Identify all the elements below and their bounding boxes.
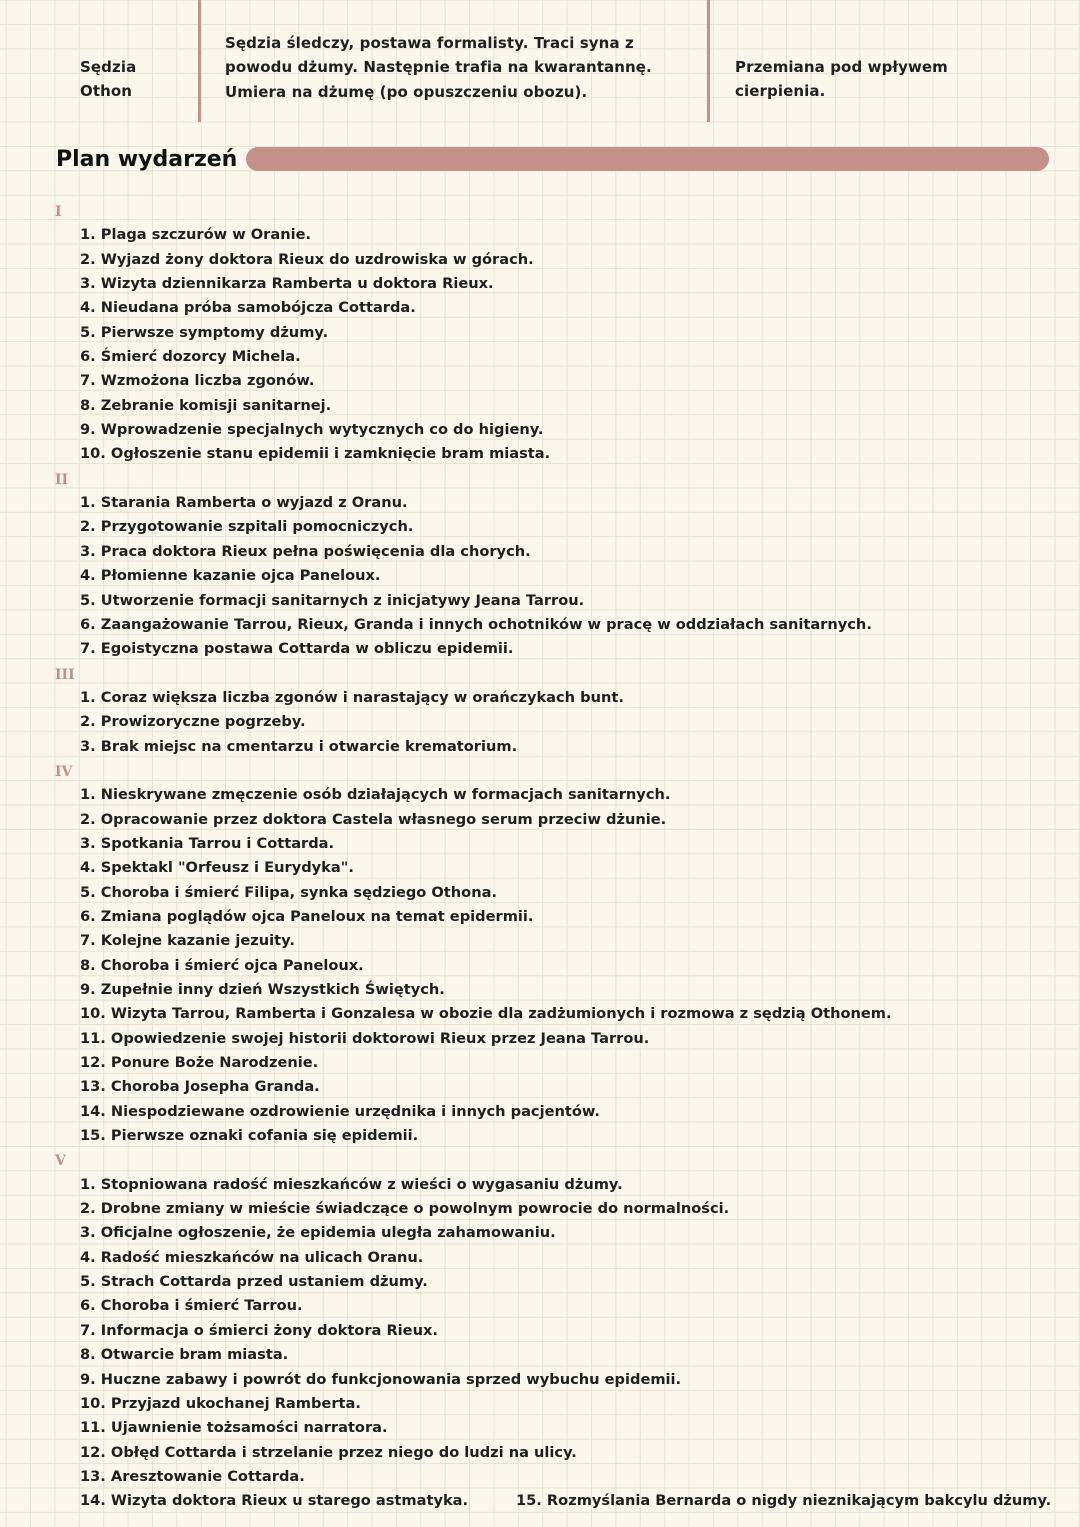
list-item-text: 1. Nieskrywane zmęczenie osób działających w formacjach sanitarnych. — [80, 786, 671, 804]
list-item — [0, 686, 1080, 710]
character-table-row — [0, 0, 1080, 122]
list-item — [0, 223, 1080, 247]
section-numeral: II — [55, 471, 69, 488]
list-item — [0, 808, 1080, 832]
list-item-text: 1. Plaga szczurów w Oranie. — [80, 226, 312, 244]
list-item-text: 8. Choroba i śmierć ojca Paneloux. — [80, 956, 364, 974]
list-item-text: 7. Egoistyczna postawa Cottarda w obliczu epidemii. — [80, 640, 514, 658]
list-item-text: 2. Wyjazd żony doktora Rieux do uzdrowiska w górach. — [80, 250, 534, 268]
list-item-text: 1. Starania Ramberta o wyjazd z Oranu. — [80, 494, 408, 512]
list-item-text: 4. Nieudana próba samobójcza Cottarda. — [80, 299, 416, 317]
list-item-text: 7. Wzmożona liczba zgonów. — [80, 372, 315, 390]
list-item — [0, 1489, 1080, 1513]
event-plan-list — [0, 199, 1080, 1514]
list-item-text: 9. Zupełnie inny dzień Wszystkich Świętych. — [80, 981, 445, 998]
list-item-text: 8. Otwarcie bram miasta. — [80, 1346, 289, 1364]
list-item-text: 9. Huczne zabawy i powrót do funkcjonowania sprzed wybuchu epidemii. — [80, 1370, 682, 1388]
plan-header — [56, 143, 1049, 177]
list-item-text: 7. Kolejne kazanie jezuity. — [80, 932, 295, 950]
list-item — [0, 1173, 1080, 1197]
list-item — [0, 1051, 1080, 1075]
list-item — [0, 1075, 1080, 1099]
list-item — [0, 540, 1080, 564]
list-item-text: 10. Przyjazd ukochanej Ramberta. — [80, 1394, 361, 1412]
list-item — [0, 1294, 1080, 1318]
list-item — [0, 1368, 1080, 1392]
list-item-text: 15. Pierwsze oznaki cofania się epidemii. — [80, 1127, 419, 1145]
decorative-title-bar — [246, 147, 1049, 171]
list-item — [0, 978, 1080, 1002]
list-item-text: 5. Choroba i śmierć Filipa, synka sędziego Othona. — [80, 883, 497, 901]
list-item — [0, 418, 1080, 442]
list-item — [0, 832, 1080, 856]
section-numeral-row — [0, 1148, 1080, 1172]
list-item-text: 10. Wizyta Tarrou, Ramberta i Gonzalesa w obozie dla zadżumionych i rozmowa z sędzią Othonem. — [80, 1005, 892, 1023]
list-item — [0, 345, 1080, 369]
table-divider — [707, 0, 710, 122]
list-item — [0, 783, 1080, 807]
list-item — [0, 1441, 1080, 1465]
list-item — [0, 1343, 1080, 1367]
list-item-text: 6. Zmiana poglądów ojca Paneloux na temat epidermii. — [80, 907, 534, 925]
list-item — [0, 515, 1080, 539]
list-item-text: 4. Radość mieszkańców na ulicach Oranu. — [80, 1248, 424, 1266]
list-item — [0, 856, 1080, 880]
list-item-text: 8. Zebranie komisji sanitarnej. — [80, 396, 332, 414]
list-item-text: 5. Strach Cottarda przed ustaniem dżumy. — [80, 1273, 428, 1291]
list-item — [0, 1465, 1080, 1489]
section-numeral-row — [0, 759, 1080, 783]
list-item-text: 3. Wizyta dziennikarza Ramberta u doktora Rieux. — [80, 275, 494, 293]
list-item — [0, 369, 1080, 393]
list-item — [0, 905, 1080, 929]
list-item-text: 2. Opracowanie przez doktora Castela własnego serum przeciw dżunie. — [80, 810, 667, 828]
list-item — [0, 248, 1080, 272]
list-item-text: 7. Informacja o śmierci żony doktora Rieux. — [80, 1321, 438, 1339]
list-item-text-right: 15. Rozmyślania Bernarda o nigdy nieznikającym bakcylu dżumy. — [516, 1492, 1052, 1510]
list-item-text: 5. Utworzenie formacji sanitarnych z inicjatywy Jeana Tarrou. — [80, 591, 585, 609]
list-item-text: 3. Oficjalne ogłoszenie, że epidemia uległa zahamowaniu. — [80, 1224, 556, 1242]
list-item — [0, 491, 1080, 515]
list-item — [0, 1319, 1080, 1343]
list-item-text: 11. Ujawnienie tożsamości narratora. — [80, 1419, 388, 1437]
list-item — [0, 613, 1080, 637]
list-item — [0, 589, 1080, 613]
list-item-text: 3. Spotkania Tarrou i Cottarda. — [80, 834, 335, 852]
section-numeral: V — [55, 1153, 66, 1170]
plan-title: Plan wydarzeń — [56, 147, 238, 172]
list-item-text: 3. Brak miejsc na cmentarzu i otwarcie krematorium. — [80, 737, 518, 755]
section-numeral: III — [55, 666, 75, 683]
list-item — [0, 1416, 1080, 1440]
list-item-text: 10. Ogłoszenie stanu epidemii i zamknięcie bram miasta. — [80, 445, 551, 463]
list-item-text: 6. Śmierć dozorcy Michela. — [80, 348, 301, 366]
list-item — [0, 735, 1080, 759]
list-item — [0, 394, 1080, 418]
table-divider — [198, 0, 201, 122]
section-numeral-row — [0, 467, 1080, 491]
list-item — [0, 1197, 1080, 1221]
list-item-text: 6. Choroba i śmierć Tarrou. — [80, 1297, 303, 1315]
list-item — [0, 710, 1080, 734]
list-item — [0, 1246, 1080, 1270]
list-item-text: 13. Choroba Josepha Granda. — [80, 1078, 320, 1096]
list-item-text: 3. Praca doktora Rieux pełna poświęcenia dla chorych. — [80, 542, 531, 560]
list-item — [0, 1221, 1080, 1245]
list-item-text: 1. Stopniowana radość mieszkańców z wieści o wygasaniu dżumy. — [80, 1175, 623, 1193]
list-item — [0, 637, 1080, 661]
list-item-text: 14. Wizyta doktora Rieux u starego astmatyka. — [80, 1492, 469, 1510]
list-item-text: 2. Prowizoryczne pogrzeby. — [80, 713, 306, 731]
character-change: Przemiana pod wpływem cierpienia. — [735, 58, 948, 101]
list-item — [0, 1002, 1080, 1026]
list-item — [0, 1392, 1080, 1416]
list-item — [0, 954, 1080, 978]
list-item — [0, 1100, 1080, 1124]
list-item-text: 11. Opowiedzenie swojej historii doktorowi Rieux przez Jeana Tarrou. — [80, 1029, 650, 1047]
character-description: Sędzia śledczy, postawa formalisty. Traci syna z powodu dżumy. Następnie trafia na kwarantannę. Umiera na dżumę (po opuszczeniu obozu). — [225, 34, 652, 101]
list-item-text: 4. Spektakl "Orfeusz i Eurydyka". — [80, 859, 354, 877]
list-item-text: 5. Pierwsze symptomy dżumy. — [80, 323, 329, 341]
list-item-text: 12. Obłęd Cottarda i strzelanie przez niego do ludzi na ulicy. — [80, 1443, 577, 1461]
list-item-text: 12. Ponure Boże Narodzenie. — [80, 1054, 319, 1072]
list-item — [0, 272, 1080, 296]
list-item — [0, 1027, 1080, 1051]
list-item-text: 1. Coraz większa liczba zgonów i narastający w orańczykach bunt. — [80, 688, 624, 706]
list-item — [0, 296, 1080, 320]
list-item — [0, 929, 1080, 953]
list-item-text: 2. Drobne zmiany w mieście świadczące o powolnym powrocie do normalności. — [80, 1200, 730, 1218]
section-numeral: I — [55, 204, 62, 220]
list-item — [0, 1270, 1080, 1294]
section-numeral-row — [0, 662, 1080, 686]
list-item — [0, 564, 1080, 588]
list-item — [0, 881, 1080, 905]
character-name: Sędzia Othon — [80, 58, 137, 101]
list-item-text: 9. Wprowadzenie specjalnych wytycznych co do higieny. — [80, 421, 544, 439]
list-item-text: 14. Niespodziewane ozdrowienie urzędnika i innych pacjentów. — [80, 1102, 600, 1120]
list-item-text: 4. Płomienne kazanie ojca Paneloux. — [80, 567, 381, 585]
list-item — [0, 442, 1080, 466]
list-item-text: 6. Zaangażowanie Tarrou, Rieux, Granda i innych ochotników w pracę w oddziałach sanitarnych. — [80, 615, 872, 633]
list-item-text: 13. Aresztowanie Cottarda. — [80, 1467, 305, 1485]
section-numeral: IV — [55, 763, 73, 780]
list-item — [0, 1124, 1080, 1148]
section-numeral-row — [0, 199, 1080, 223]
list-item — [0, 321, 1080, 345]
list-item-text: 2. Przygotowanie szpitali pomocniczych. — [80, 518, 414, 536]
